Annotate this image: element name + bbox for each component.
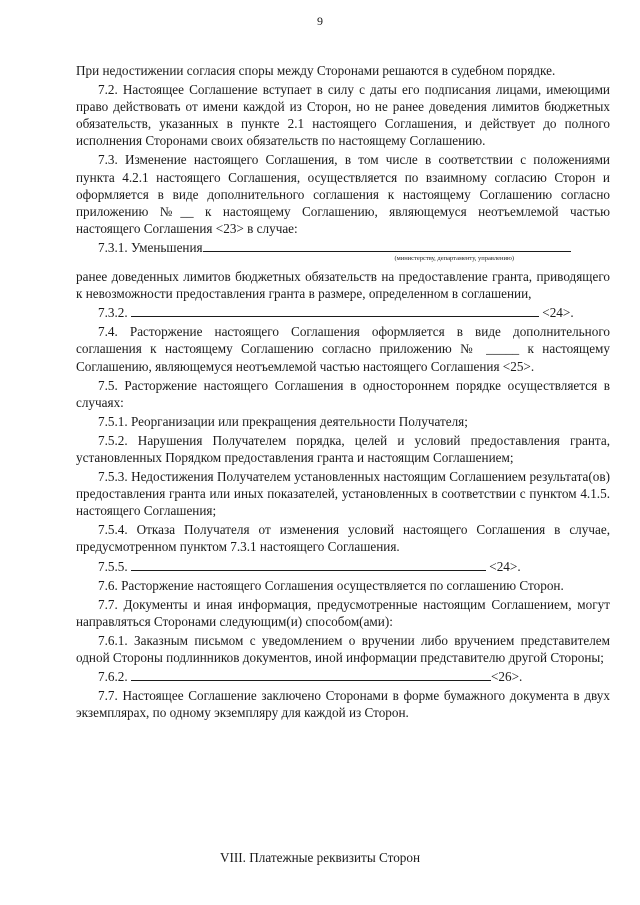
paragraph-7-6: 7.6. Расторжение настоящего Соглашения осуществляется по соглашению Сторон. — [98, 577, 564, 593]
paragraph-7-2: 7.2. Настоящее Соглашение вступает в силу с даты его подписания лицами, имеющими право действовать от имени каждой из Сторон, но не ранее доведения лимитов бюджетных обязательств, указанных в пункте 2.1 настоящего Соглашения, и действует до полного исполнения Сторонами своих обязательств по настоящему Соглашению. — [76, 82, 610, 149]
paragraph-7-4: 7.4. Расторжение настоящего Соглашения оформляется в виде дополнительного соглашения к настоящему Соглашению согласно приложению № _____ к настоящему Соглашению, являющемуся неотъемлемой частью настоящего Соглашения <25>. — [76, 324, 610, 374]
fill-blank — [131, 668, 491, 681]
paragraph-intro: При недостижении согласия споры между Сторонами решаются в судебном порядке. — [76, 63, 556, 78]
document-body — [76, 62, 610, 723]
paragraph-7-5-3: 7.5.3. Недостижения Получателем установленных настоящим Соглашением результата(ов) предоставления гранта или иных показателей, установленных в соответствии с пунктом 4.1.5. настоящего Соглашения; — [76, 469, 610, 519]
paragraph-7-6-2 — [76, 668, 610, 685]
paragraph-7-7-concluded: 7.7. Настоящее Соглашение заключено Сторонами в форме бумажного документа в двух экземплярах, по одному экземпляру для каждой из Сторон. — [76, 688, 610, 721]
paragraph-7-5-1: 7.5.1. Реорганизации или прекращения деятельности Получателя; — [98, 413, 468, 429]
fill-hint: (министерству, департаменту, управлению) — [394, 255, 514, 263]
paragraph-7-3-2 — [76, 304, 610, 321]
paragraph-7-3-1-continuation: ранее доведенных лимитов бюджетных обязательств на предоставление гранта, приводящего к невозможности предоставления гранта в размере, определенном в соглашении, — [76, 269, 610, 302]
fill-blank — [203, 239, 571, 252]
paragraph-7-5-4: 7.5.4. Отказа Получателя от изменения условий настоящего Соглашения в случае, предусмотренном пунктом 7.3.1 настоящего Соглашения. — [76, 522, 610, 555]
paragraph-7-3: 7.3. Изменение настоящего Соглашения, в том числе в соответствии с положениями пункта 4.2.1 настоящего Соглашения, осуществляется по взаимному согласию Сторон и оформляется в виде дополнительного соглашения к настоящему Соглашению согласно приложению №__ к настоящему Соглашению, являющемуся неотъемлемой частью настоящего Соглашения <23> в случае: — [76, 152, 610, 236]
paragraph-7-5-5 — [76, 558, 610, 575]
footnote-ref: <26>. — [490, 669, 523, 685]
page-number: 9 — [317, 14, 323, 28]
fill-blank — [131, 558, 486, 571]
paragraph-7-3-1-lead: 7.3.1. Уменьшения — [98, 239, 203, 255]
paragraph-7-6-1: 7.6.1. Заказным письмом с уведомлением о вручении либо вручением представителем одной Стороны подлинников документов, иной информации представителю другой Стороны; — [76, 632, 610, 665]
footnote-ref: <24>. — [489, 558, 521, 574]
footnote-ref: <24>. — [542, 305, 574, 321]
paragraph-7-5-2: 7.5.2. Нарушения Получателем порядка, целей и условий предоставления гранта, установленных Порядком предоставления гранта и настоящим Соглашением; — [76, 432, 610, 465]
paragraph-7-5: 7.5. Расторжение настоящего Соглашения в одностороннем порядке осуществляется в случаях: — [76, 377, 610, 410]
paragraph-7-3-1 — [76, 239, 610, 256]
paragraph-7-6-2-lead: 7.6.2. — [98, 669, 128, 685]
paragraph-7-3-2-lead: 7.3.2. — [98, 305, 128, 321]
paragraph-7-5-5-lead: 7.5.5. — [98, 558, 128, 574]
paragraph-7-7-documents: 7.7. Документы и иная информация, предусмотренные настоящим Соглашением, могут направляться Сторонами следующим(и) способом(ами): — [76, 596, 610, 629]
section-heading: VIII. Платежные реквизиты Сторон — [219, 850, 421, 865]
fill-blank — [131, 304, 539, 317]
